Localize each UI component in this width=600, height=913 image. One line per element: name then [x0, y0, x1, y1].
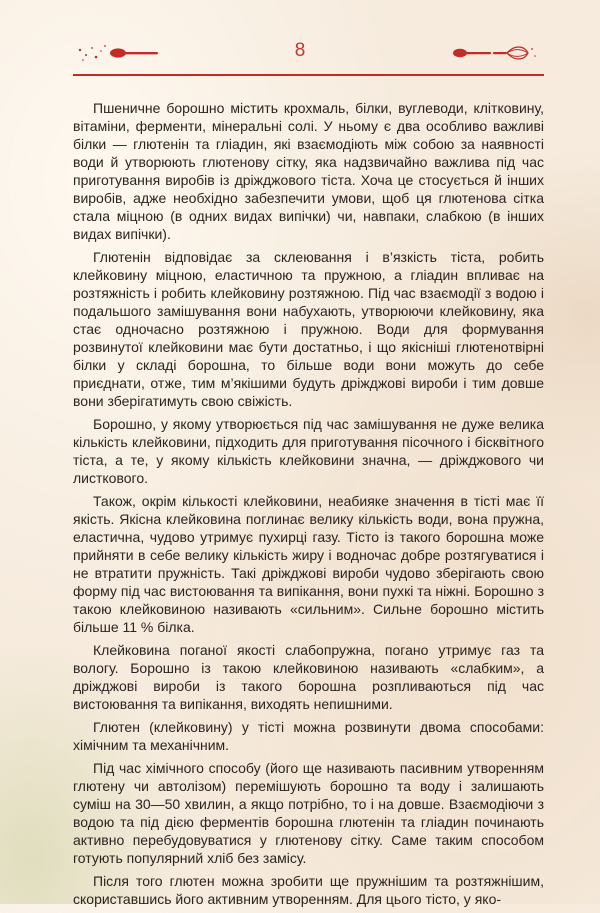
header-rule: [73, 74, 544, 76]
spoon-whisk-icon: [448, 40, 538, 66]
page-header: [0, 0, 600, 80]
paragraph: Борошно, у якому утворюється під час замішування не дуже велика кількість клейковини, підходить для приготування пісочного і бісквітного тіста, а те, у якому кількість клейковини значна, — дріжджового чи листкового.: [73, 416, 544, 486]
paragraph: Глютенін відповідає за склеювання і в’язкість тіста, робить клейковину міцною, еластичною та пружною, а гліадин впливає на розтяжність і робить клейковину розтяжною. Під час взаємодії з водою і подальшого замішування вони набухають, утворюючи клейковину, яка стає одночасно розтяжною і пружною. Води для формування розвинутої клейковини має бути достатньо, і що якісніші глютенотвірні білки у складі борошна, то більше води вони можуть до себе приєднати, отже, тим м’якішими будуть дріжджові вироби і тим довше вони зберігатимуть свою свіжість.: [73, 249, 544, 409]
body-text: [73, 99, 544, 913]
paragraph: Також, окрім кількості клейковини, неабияке значення в тісті має її якість. Якісна клейковина поглинає велику кількість води, вона пружна, еластична, чудово утримує пухирці газу. Тісто із такого борошна може прийняти в себе велику кількість жиру і водночас добре розтягуватися і не втратити пружність. Такі дріжджові вироби чудово зберігають свою форму під час вистоювання та випікання, вони пухкі та ніжні. Борошно з такою клейковиною називають «сильним». Сильне борошно містить більше 11 % білка.: [73, 493, 544, 635]
paragraph: Клейковина поганої якості слабопружна, погано утримує газ та вологу. Борошно із такою клейковиною називають «слабким», а дріжджові вироби із такого борошна розпливаються під час вистоювання та випікання, виходять непишними.: [73, 642, 544, 712]
paragraph: Глютен (клейковину) у тісті можна розвинути двома способами: хімічним та механічним.: [73, 719, 544, 753]
paragraph: Під час хімічного способу (його ще називають пасивним утворенням глютену чи автолізом) перемішують борошно та воду і залишають суміш на 30—50 хвилин, а якщо потрібно, то і на довше. Взаємодіючи з водою та під дією ферментів борошна глютенін та гліадин починають активно перебудовуватися у глютенову сітку. Саме таким способом готують популярний хліб без замісу.: [73, 760, 544, 866]
page-number: 8: [294, 40, 306, 61]
paragraph: Пшеничне борошно містить крохмаль, білки, вуглеводи, клітковину, вітаміни, ферменти, мінеральні солі. У ньому є два особливо важливі білки — глютенін та гліадин, які взаємодіють між собою за наявності води й утворюють глютенову сітку, яка надзвичайно важлива під час приготування виробів із дріжджового тіста. Хоча це стосується й інших виробів, адже необхідно забезпечити умови, щоб ця глютенова сітка стала міцною (в одних видах випічки) чи, навпаки, слабкою (в інших видах випічки).: [73, 100, 544, 242]
paragraph: Після того глютен можна зробити ще пружнішим та розтяжнішим, скориставшись його активним утворенням. Для цього тісто, у яко-: [73, 873, 544, 907]
